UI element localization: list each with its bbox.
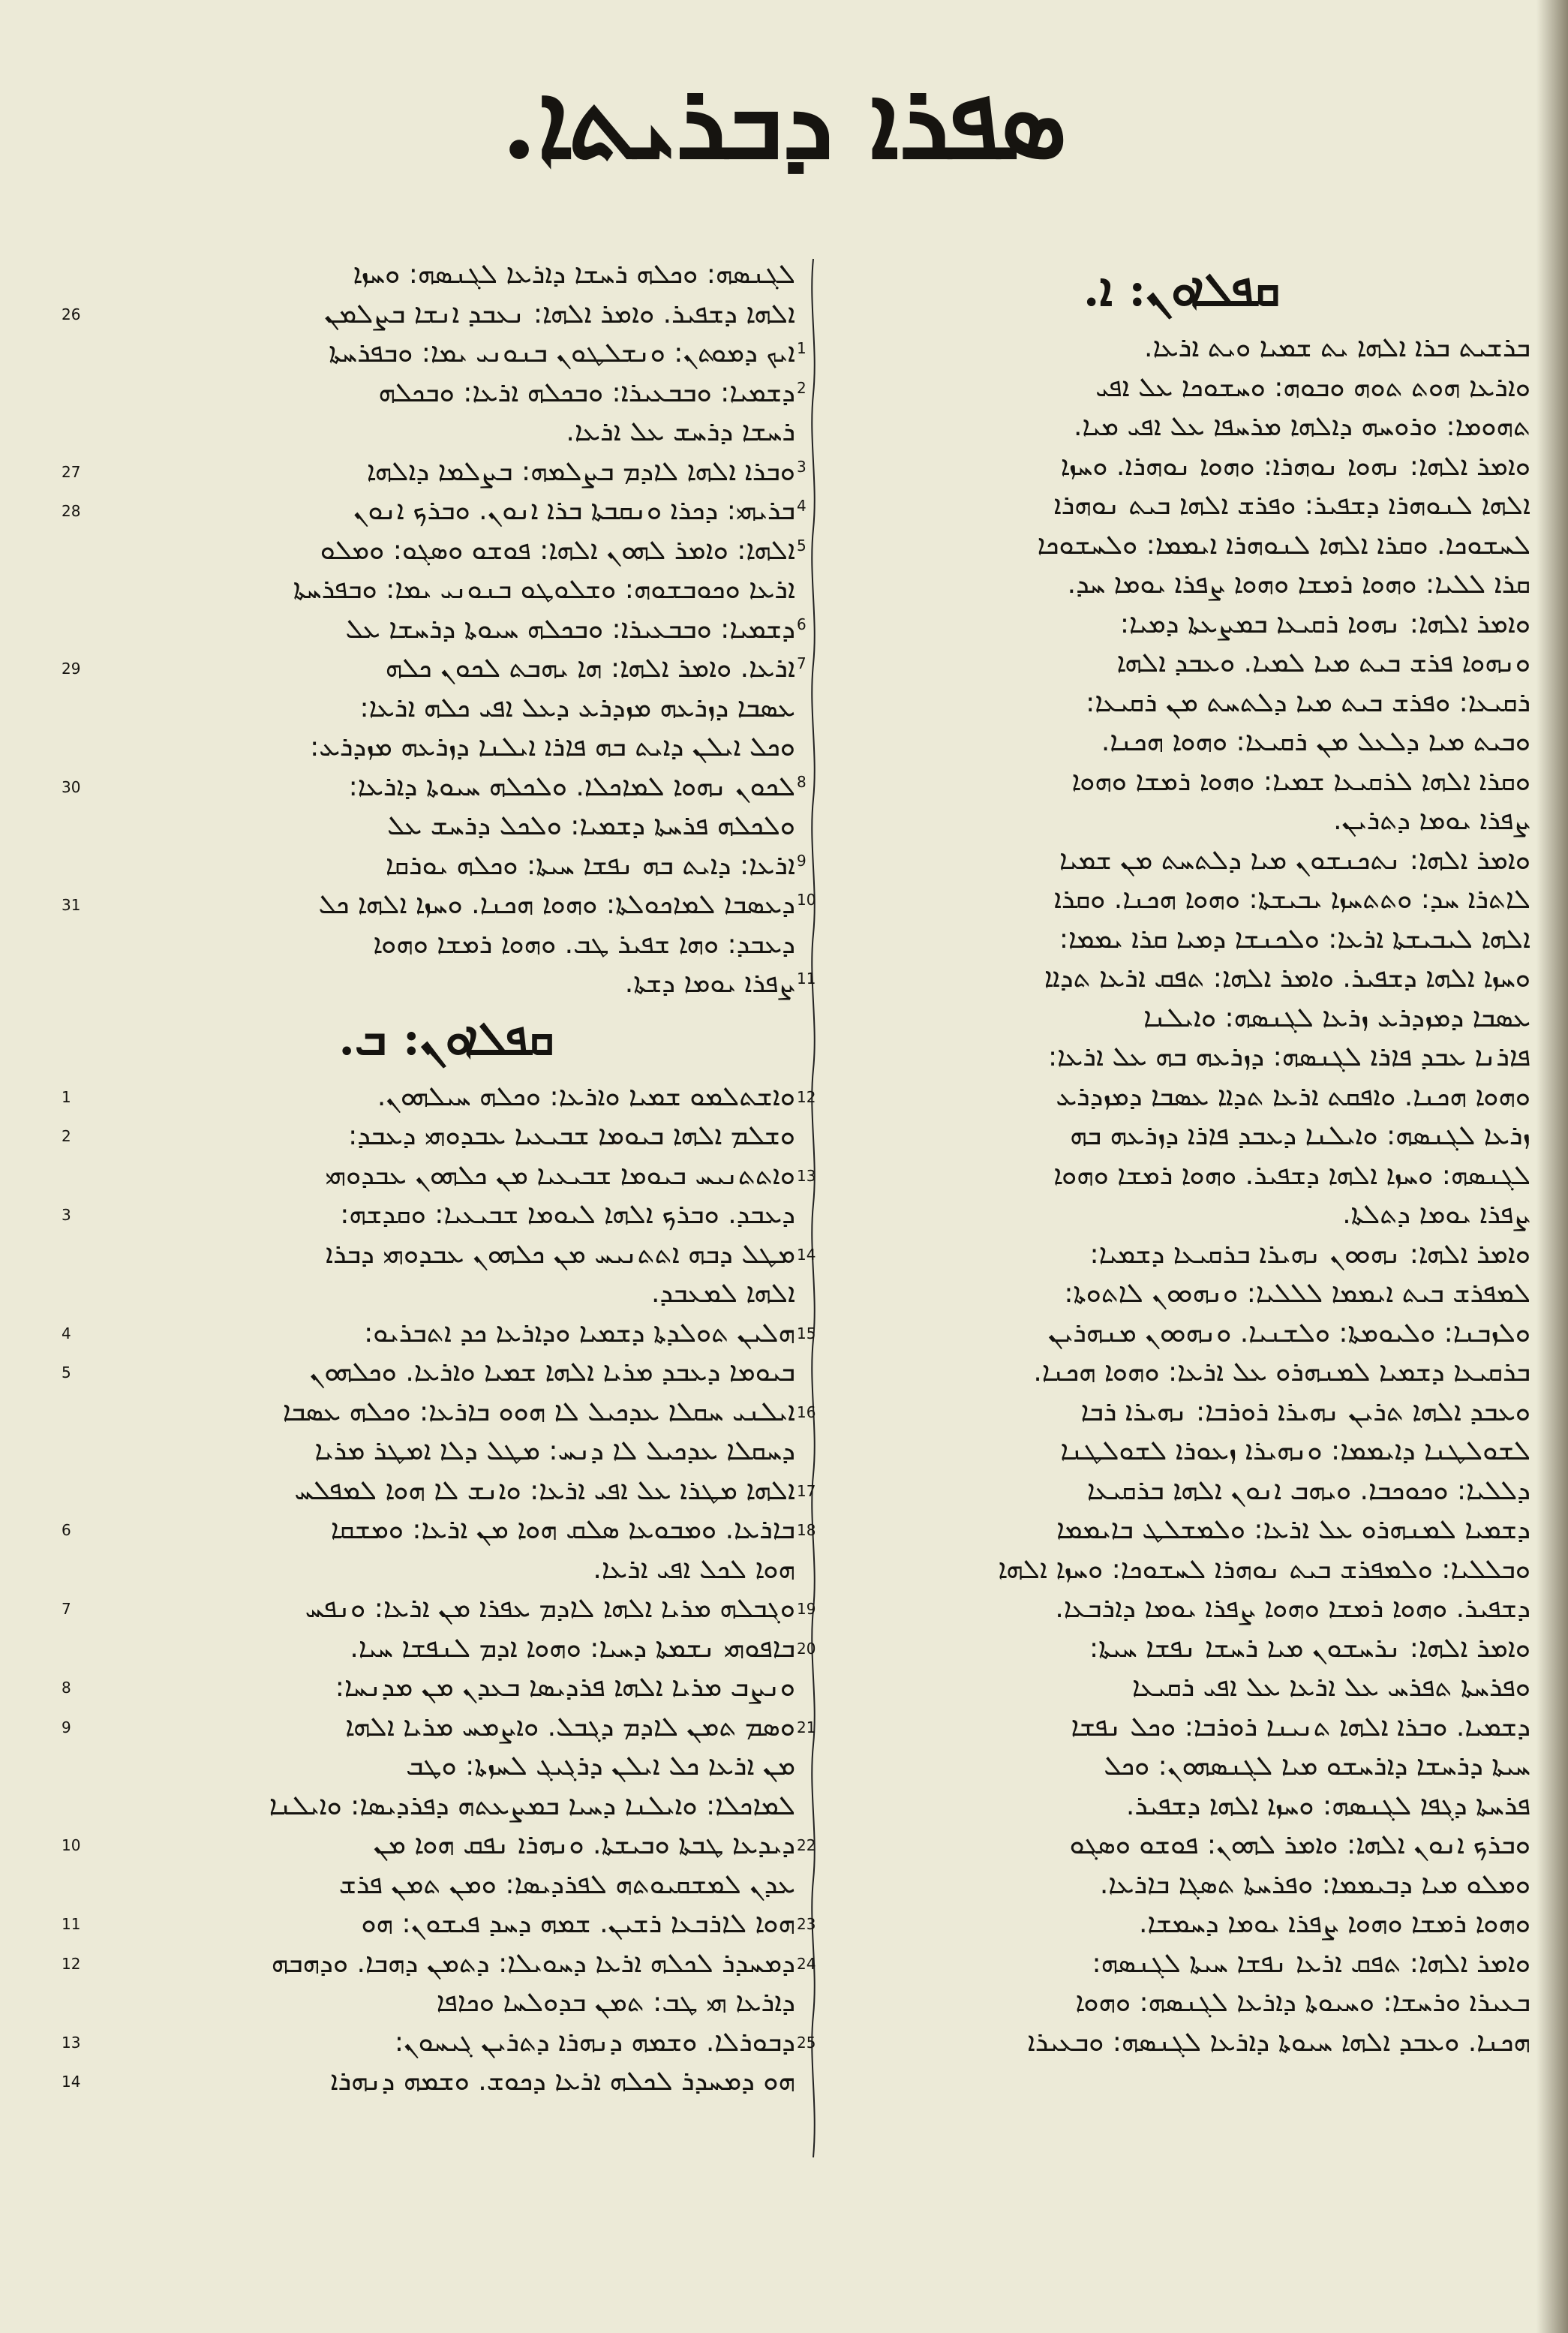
verse-text: ܘܓܒܠܗ ܡܪܝܐ ܐܠܗܐ ܠܐܕܡ ܥܦܪܐ ܡܢ ܐܪܥܐ: ܘܢܦܚ: [305, 1593, 795, 1624]
verse-text: ܕܒܘܪܠܐ. ܘܫܡܗ ܕܢܗܪܐ ܕܬܪܝܢ ܓܝܚܘܢ:: [394, 2026, 795, 2058]
verse-text: ܘܐܡܪ ܐܠܗܐ: ܢܗܘܐ ܢܘܗܪܐ: ܘܗܘܐ ܢܘܗܪܐ. ܘܚܙܐ: [1060, 450, 1530, 482]
verse-line: [98, 1865, 795, 1905]
verse-line: [797, 1078, 1530, 1117]
verse-number: 10: [62, 1836, 81, 1854]
verse-line: [62, 1944, 795, 1984]
verse-line: [62, 1314, 795, 1354]
verse-line: [797, 644, 1530, 684]
verse-text: ܘܟܠ ܐܝܠܢ ܕܐܝܬ ܒܗ ܦܐܪܐ ܐܝܠܢܐ ܕܙܪܥܗ ܡܙܕܪܥ:: [310, 732, 795, 762]
verse-text: ܘܡܠܘ ܡܝܐ ܕܒܝܡܡܐ: ܘܦܪܚܬܐ ܬܣܓܐ ܒܐܪܥܐ.: [1099, 1869, 1530, 1900]
verse-text: ܐܠܗܐ ܠܢܘܗܪܐ ܕܫܦܝܪ: ܘܦܪܫ ܐܠܗܐ ܒܝܬ ܢܘܗܪܐ: [1053, 490, 1530, 521]
verse-line: [62, 452, 795, 492]
verse-line: [797, 447, 1530, 487]
verse-text: ܘܗܘܐ ܪܡܫܐ ܘܗܘܐ ܨܦܪܐ ܝܘܡܐ ܕܚܡܫܐ.: [1138, 1908, 1530, 1939]
verse-line: [98, 1747, 795, 1787]
verse-number: 1: [797, 339, 807, 357]
right-column: [797, 255, 1530, 2062]
verse-text: ܠܓܢܣܗ: ܘܚܙܐ ܐܠܗܐ ܕܫܦܝܪ. ܘܗܘܐ ܪܡܫܐ ܘܗܘܐ: [1053, 1159, 1530, 1191]
verse-line: [98, 846, 795, 886]
verse-line: [98, 374, 795, 413]
verse-text: ܐܠܗܐ ܡܛܪܐ ܥܠ ܐܦܝ ܐܪܥܐ: ܘܐܢܫ ܠܐ ܗܘܐ ܠܡܦܠܚ: [294, 1475, 795, 1506]
verse-text: ܘܥܒܕ ܐܠܗܐ ܬܪܝܢ ܢܗܝܪܐ ܪܘܪܒܐ: ܢܗܝܪܐ ܪܒܐ: [1080, 1396, 1530, 1427]
verse-text: ܕܫܦܝܪ. ܘܗܘܐ ܪܡܫܐ ܘܗܘܐ ܨܦܪܐ ܝܘܡܐ ܕܐܪܒܥܐ.: [1055, 1593, 1530, 1624]
column-divider: [807, 259, 819, 2157]
verse-line: [98, 531, 795, 571]
verse-line: [833, 1353, 1530, 1393]
verse-text: ܘܐܡܪ ܐܠܗܐ: ܢܬܟܢܫܘܢ ܡܝܐ ܕܠܬܚܬ ܡܢ ܫܡܝܐ: [1059, 844, 1530, 876]
verse-text: ܕܫܡܝܐ: ܘܒܒܥܝܪܐ: ܘܒܟܠܗ ܐܪܥܐ: ܘܒܟܠܗ: [378, 377, 795, 408]
verse-text: ܘܒܠܠܝܐ: ܘܠܡܦܪܫ ܒܝܬ ܢܘܗܪܐ ܠܚܫܘܟܐ: ܘܚܙܐ ܐܠܗܐ: [998, 1553, 1530, 1585]
verse-number: 3: [797, 457, 807, 476]
verse-text: ܘܣܡ ܬܡܢ ܠܐܕܡ ܕܓܒܠ. ܘܐܨܡܚ ܡܪܝܐ ܐܠܗܐ: [345, 1711, 795, 1742]
verse-text: ܘܢܗܘܐ ܦܪܫ ܒܝܬ ܡܝܐ ܠܡܝܐ. ܘܥܒܕ ܐܠܗܐ: [1116, 648, 1530, 678]
verse-line: [98, 964, 795, 1004]
verse-text: ܘܒܪܟ ܐܢܘܢ ܐܠܗܐ: ܘܐܡܪ ܠܗܘܢ: ܦܘܫܘ ܘܣܓܘ: [1069, 1829, 1530, 1860]
verse-line: [62, 1905, 795, 1944]
verse-line: [98, 334, 795, 374]
verse-text: ܨܦܪܐ ܝܘܡܐ ܕܫܬܐ.: [624, 968, 795, 999]
verse-text: ܚܝܬܐ ܕܪܚܫܐ ܕܐܪܚܫܘ ܡܝܐ ܠܓܢܣܗܘܢ: ܘܟܠ: [1104, 1751, 1530, 1781]
verse-text: ܐܠܗܐ: ܘܐܡܪ ܠܗܘܢ ܐܠܗܐ: ܦܘܫܘ ܘܣܓܘ: ܘܡܠܘ: [320, 534, 795, 566]
verse-text: ܕܥܣܒܐ ܠܡܐܟܘܠܬܐ: ܘܗܘܐ ܗܟܢܐ. ܘܚܙܐ ܐܠܗܐ ܟܠ: [318, 889, 795, 920]
verse-text: ܠܡܦܪܫ ܒܝܬ ܐܝܡܡܐ ܠܠܠܝܐ: ܘܢܗܘܘܢ ܠܐܬܘܬܐ:: [1064, 1278, 1530, 1309]
verse-number: 23: [797, 1915, 816, 1933]
verse-number: 14: [62, 2073, 81, 2091]
verse-text: ܘܢܨܒ ܡܪܝܐ ܐܠܗܐ ܦܪܕܝܣܐ ܒܥܕܢ ܡܢ ܡܕܢܚܐ:: [335, 1672, 795, 1703]
verse-text: ܘܐܡܪ ܐܠܗܐ: ܢܗܘܐ ܪܩܝܥܐ ܒܡܨܥܬܐ ܕܡܝܐ:: [1119, 608, 1530, 639]
verse-number: 1: [62, 1087, 71, 1106]
verse-number: 10: [797, 891, 816, 909]
verse-number: 22: [797, 1836, 816, 1854]
verse-line: [98, 807, 795, 846]
verse-text: ܨܦܪܐ ܝܘܡܐ ܕܬܠܬܐ.: [1342, 1199, 1530, 1230]
verse-line: [797, 1472, 1530, 1511]
verse-line: [797, 1393, 1530, 1433]
verse-line: [833, 1747, 1530, 1787]
verse-text: ܒܪܝܗܝ: ܕܟܪܐ ܘܢܩܒܬܐ ܒܪܐ ܐܢܘܢ. ܘܒܪܟ ܐܢܘܢ: [353, 495, 795, 526]
verse-line: [62, 1117, 795, 1156]
verse-line: [98, 1432, 795, 1472]
verse-text: ܕܫܡܝܐ. ܘܒܪܐ ܐܠܗܐ ܬܢܝܢܐ ܪܘܪܒܐ: ܘܟܠ ܢܦܫܐ: [1071, 1711, 1530, 1742]
verse-text: ܒܐܪܥܐ. ܘܡܒܘܥܐ ܣܠܩ ܗܘܐ ܡܢ ܐܪܥܐ: ܘܡܫܩܐ: [330, 1514, 795, 1545]
verse-line: [98, 689, 795, 729]
verse-text: ܠܫܘܠܛܢܐ ܕܐܝܡܡܐ: ܘܢܗܝܪܐ ܙܥܘܪܐ ܠܫܘܠܛܢܐ: [1060, 1436, 1530, 1466]
verse-number: 7: [62, 1600, 71, 1618]
verse-line: [797, 762, 1530, 802]
verse-line: [797, 368, 1530, 408]
verse-text: ܕܐܪܥܐ ܗܝ ܛܒ: ܬܡܢ ܒܕܘܠܚܐ ܘܟܐܦܐ: [436, 1987, 795, 2018]
verse-line: [98, 1472, 795, 1511]
verse-number: 15: [797, 1324, 816, 1342]
verse-text: ܕܡܚܕܪ ܠܟܠܗ ܐܪܥܐ ܕܚܘܝܠܐ: ܕܬܡܢ ܕܗܒܐ. ܘܕܗܒܗ: [271, 1947, 795, 1979]
verse-text: ܡܛܠ ܕܒܗ ܐܬܬܢܝܚ ܡܢ ܟܠܗܘܢ ܥܒܕܘܗܝ ܕܒܪܐ: [325, 1238, 795, 1270]
verse-text: ܨܦܪܐ ܝܘܡܐ ܕܬܪܝܢ.: [1333, 805, 1530, 836]
verse-line: [833, 1983, 1530, 2023]
verse-line: [62, 1078, 795, 1117]
verse-text: ܕܫܡܝܐ ܠܡܢܗܪܘ ܥܠ ܐܪܥܐ: ܘܠܡܫܠܛ ܒܐܝܡܡܐ: [1056, 1514, 1530, 1545]
verse-number: 4: [797, 497, 807, 515]
verse-line: [797, 1944, 1530, 1984]
verse-line: [797, 1156, 1530, 1196]
verse-text: ܐܪܥܐ: ܕܐܝܬ ܒܗ ܢܦܫܐ ܚܝܬܐ: ܘܟܠܗ ܝܘܪܩܐ: [385, 849, 795, 881]
verse-text: ܒܪܫܝܬ ܒܪܐ ܐܠܗܐ ܝܬ ܫܡܝܐ ܘܝܬ ܐܪܥܐ.: [1144, 332, 1530, 363]
verse-text: ܗܘ ܕܡܚܕܪ ܠܟܠܗ ܐܪܥܐ ܕܟܘܫ. ܘܫܡܗ ܕܢܗܪܐ: [330, 2066, 795, 2097]
verse-text: ܕܥܒܕ. ܘܒܪܟ ܐܠܗܐ ܠܝܘܡܐ ܫܒܝܥܝܐ: ܘܩܕܫܗ:: [340, 1199, 795, 1230]
verse-line: [797, 2023, 1530, 2063]
verse-line: [98, 1550, 795, 1590]
verse-text: ܕܠܠܝܐ: ܘܟܘܟܒܐ. ܘܝܗܒ ܐܢܘܢ ܐܠܗܐ ܒܪܩܝܥܐ: [1086, 1475, 1530, 1506]
verse-line: [98, 413, 795, 452]
verse-line: [62, 1826, 795, 1865]
verse-line: [797, 1235, 1530, 1275]
verse-text: ܘܐܬܬܢܝܚ ܒܝܘܡܐ ܫܒܝܥܝܐ ܡܢ ܟܠܗܘܢ ܥܒܕܘܗܝ: [325, 1159, 795, 1191]
verse-text: ܘܦܪܚܬܐ ܬܦܪܚ ܥܠ ܐܪܥܐ ܥܠ ܐܦܝ ܪܩܝܥܐ: [1131, 1672, 1530, 1703]
verse-line: [98, 1629, 795, 1669]
verse-number: 25: [797, 2033, 816, 2052]
verse-line: [797, 880, 1530, 920]
verse-text: ܕܫܡܝܐ: ܘܒܒܥܝܪܐ: ܘܒܟܠܗ ܚܝܘܬܐ ܕܪܚܫܐ ܥܠ: [345, 613, 795, 645]
verse-number: 17: [797, 1481, 816, 1500]
left-column: [62, 255, 795, 2102]
verse-line: [62, 1353, 795, 1393]
verse-text: ܪܩܝܥܐ: ܘܦܪܫ ܒܝܬ ܡܝܐ ܕܠܬܚܬ ܡܢ ܪܩܝܥܐ:: [1086, 687, 1530, 718]
page-edge-shadow: [1536, 0, 1568, 2333]
verse-line: [833, 407, 1530, 447]
verse-text: ܦܐܪܢܐ ܥܒܕ ܦܐܪܐ ܠܓܢܣܗ: ܕܙܪܥܗ ܒܗ ܥܠ ܐܪܥܐ:: [1047, 1042, 1530, 1072]
verse-text: ܐܪܥܐ ܘܟܘܒܫܘܗ: ܘܫܠܘܛܘ ܒܢܘܢܝ ܝܡܐ: ܘܒܦܪܚܬܐ: [293, 574, 795, 605]
verse-line: [98, 925, 795, 965]
verse-number: 19: [797, 1600, 816, 1618]
verse-line: [833, 565, 1530, 605]
verse-text: ܐܠܗܐ ܠܡܥܒܕ.: [650, 1278, 795, 1309]
verse-line: [797, 1589, 1530, 1629]
verse-line: [98, 570, 795, 610]
verse-text: ܘܒܝܬ ܡܝܐ ܕܠܥܠ ܡܢ ܪܩܝܥܐ: ܘܗܘܐ ܗܟܢܐ.: [1101, 726, 1530, 757]
verse-number: 16: [797, 1403, 816, 1421]
verse-line: [62, 649, 795, 689]
verse-line: [833, 1787, 1530, 1826]
verse-line: [833, 1432, 1530, 1472]
verse-text: ܡܢ ܐܪܥܐ ܟܠ ܐܝܠܢ ܕܪܓܝܓ ܠܚܙܬܐ: ܘܛܒ: [406, 1751, 795, 1781]
verse-number: 5: [797, 536, 807, 555]
verse-number: 9: [62, 1718, 71, 1736]
verse-number: 18: [797, 1521, 816, 1539]
verse-number: 9: [797, 851, 807, 870]
verse-text: ܒܝܘܡܐ ܕܥܒܕ ܡܪܝܐ ܐܠܗܐ ܫܡܝܐ ܘܐܪܥܐ. ܘܟܠܗܘܢ: [309, 1357, 795, 1387]
verse-text: ܘܫܠܡ ܐܠܗܐ ܒܝܘܡܐ ܫܒܝܥܝܐ ܥܒܕܘܗܝ ܕܥܒܕ:: [348, 1120, 795, 1151]
verse-line: [833, 1865, 1530, 1905]
verse-text: ܐܪܥܐ. ܘܐܡܪ ܐܠܗܐ: ܗܐ ܝܗܒܬ ܠܟܘܢ ܟܠܗ: [385, 653, 795, 684]
verse-line: [833, 684, 1530, 723]
verse-text: ܘܐܡܪ ܐܠܗܐ: ܢܪܚܫܘܢ ܡܝܐ ܪܚܫܐ ܢܦܫܐ ܚܝܬܐ:: [1089, 1632, 1530, 1664]
verse-text: ܒܐܦܘܗܝ ܢܫܡܬܐ ܕܚܝܐ: ܘܗܘܐ ܐܕܡ ܠܢܦܫܐ ܚܝܐ.: [350, 1632, 795, 1664]
verse-line: [797, 959, 1530, 999]
verse-line: [833, 723, 1530, 762]
verse-number: 6: [62, 1521, 71, 1539]
verse-line: [797, 1826, 1530, 1865]
verse-text: ܠܡܐܟܠܐ: ܘܐܝܠܢܐ ܕܚܝܐ ܒܡܨܥܬܗ ܕܦܪܕܝܣܐ: ܘܐܝܠܢܐ: [269, 1790, 795, 1821]
verse-text: ܠܐܬܪܐ ܚܕ: ܘܬܬܚܙܐ ܝܒܝܫܬܐ: ܘܗܘܐ ܗܟܢܐ. ܘܩܪܐ: [1053, 884, 1530, 915]
verse-number: 30: [62, 777, 81, 796]
verse-text: ܕܥܒܕ: ܘܗܐ ܫܦܝܪ ܛܒ. ܘܗܘܐ ܪܡܫܐ ܘܗܘܐ: [373, 928, 795, 960]
verse-number: 8: [62, 1679, 71, 1697]
verse-line: [797, 605, 1530, 645]
verse-number: 26: [62, 305, 81, 323]
verse-line: [797, 1905, 1530, 1944]
verse-text: ܘܠܟܠܗ ܦܪܚܬܐ ܕܫܡܝܐ: ܘܠܟܠ ܕܪܚܫ ܥܠ: [387, 810, 795, 841]
verse-number: 11: [797, 970, 816, 988]
verse-number: 31: [62, 896, 81, 914]
verse-number: 14: [797, 1245, 816, 1264]
verse-line: [833, 1274, 1530, 1314]
verse-number: 13: [797, 1166, 816, 1185]
verse-line: [62, 1589, 795, 1629]
verse-text: ܬܗܘܡܐ: ܘܪܘܚܗ ܕܐܠܗܐ ܡܪܚܦܐ ܥܠ ܐܦܝ ܡܝܐ.: [1073, 411, 1530, 442]
verse-line: [62, 492, 795, 531]
verse-number: 7: [797, 654, 807, 672]
verse-text: ܐܝܟ ܕܡܘܬܢ: ܘܢܫܠܛܘܢ ܒܢܘܢܝ ܝܡܐ: ܘܒܦܪܚܬܐ: [329, 338, 795, 368]
verse-text: ܒܪܩܝܥܐ ܕܫܡܝܐ ܠܡܢܗܪܘ ܥܠ ܐܪܥܐ: ܘܗܘܐ ܗܟܢܐ.: [1033, 1357, 1530, 1387]
verse-line: [98, 1156, 795, 1196]
verse-line: [62, 2023, 795, 2063]
verse-number: 2: [797, 378, 807, 397]
verse-text: ܗܠܝܢ ܬܘܠܕܬܐ ܕܫܡܝܐ ܘܕܐܪܥܐ ܟܕ ܐܬܒܪܝܘ:: [364, 1317, 795, 1348]
verse-text: ܘܠܙܒܢܐ: ܘܠܝܘܡܬܐ: ܘܠܫܢܝܐ. ܘܢܗܘܘܢ ܡܢܗܪܝܢ: [1048, 1317, 1530, 1348]
verse-number: 3: [62, 1206, 71, 1224]
verse-text: ܩܪܐ ܠܠܝܐ: ܘܗܘܐ ܪܡܫܐ ܘܗܘܐ ܨܦܪܐ ܝܘܡܐ ܚܕ.: [1067, 569, 1530, 600]
verse-line: [62, 1708, 795, 1748]
chapter-heading: ܩܦܠܐܘܢ: ܐ.: [1083, 262, 1281, 317]
verse-number: 27: [62, 462, 81, 481]
verse-list: [62, 255, 795, 2102]
verse-line: [797, 329, 1530, 368]
verse-line: [62, 295, 795, 335]
verse-line: [62, 1195, 795, 1235]
verse-number: 12: [62, 1954, 81, 1973]
verse-line: [833, 1668, 1530, 1708]
verse-text: ܥܕܢ ܠܡܫܩܝܘܬܗ ܠܦܪܕܝܣܐ: ܘܡܢ ܬܡܢ ܦܪܫ: [338, 1869, 795, 1900]
verse-text: ܙܪܥܐ ܠܓܢܣܗ: ܘܐܝܠܢܐ ܕܥܒܕ ܦܐܪܐ ܕܙܪܥܗ ܒܗ: [1070, 1120, 1530, 1151]
verse-number: 24: [797, 1954, 816, 1973]
verse-number: 6: [797, 615, 807, 633]
verse-text: ܗܟܢܐ. ܘܥܒܕ ܐܠܗܐ ܚܝܘܬܐ ܕܐܪܥܐ ܠܓܢܣܗ: ܘܒܥܝܪܐ: [1027, 2026, 1530, 2058]
verse-text: ܥܣܒܐ ܕܡܙܕܪܥ ܙܪܥܐ ܠܓܢܣܗ: ܘܐܝܠܢܐ: [1143, 1002, 1530, 1033]
verse-line: [62, 768, 795, 807]
verse-text: ܗܘܐ ܠܟܠ ܐܦܝ ܐܪܥܐ.: [593, 1553, 795, 1585]
verse-text: ܗܘܐ ܠܐܪܒܥܐ ܪܫܝܢ. ܫܡܗ ܕܚܕ ܦܝܫܘܢ: ܗܘ: [361, 1908, 795, 1939]
verse-text: ܐܠܗܐ ܕܫܦܝܪ. ܘܐܡܪ ܐܠܗܐ: ܢܥܒܕ ܐܢܫܐ ܒܨܠܡܢ: [324, 298, 795, 329]
chapter-heading: ܩܦܠܐܘܢ: ܒ.: [338, 1010, 554, 1066]
verse-list: [797, 329, 1530, 2062]
verse-text: ܕܚܩܠܐ ܥܕܟܝܠ ܠܐ ܕܢܚ: ܡܛܠ ܕܠܐ ܐܡܛܪ ܡܪܝܐ: [314, 1436, 795, 1466]
verse-number: 11: [62, 1915, 81, 1933]
verse-number: 21: [797, 1718, 816, 1736]
verse-line: [62, 1668, 795, 1708]
verse-line: [98, 728, 795, 768]
verse-line: [98, 1983, 795, 2023]
verse-text: ܘܗܘܐ ܗܟܢܐ. ܘܐܦܩܬ ܐܪܥܐ ܬܕܐܐ ܥܣܒܐ ܕܡܙܕܪܥ: [1056, 1081, 1530, 1112]
page-title: ܣܦܪܐ ܕܒܪܝܬܐ.: [501, 60, 1067, 182]
verse-line: [797, 1708, 1530, 1748]
verse-line: [98, 1274, 795, 1314]
verse-line: [797, 1511, 1530, 1550]
verse-text: ܘܐܡܪ ܐܠܗܐ: ܬܦܩ ܐܪܥܐ ܢܦܫܐ ܚܝܬܐ ܠܓܢܣܗ:: [1092, 1947, 1530, 1979]
verse-line: [797, 526, 1530, 566]
verse-number: 5: [62, 1363, 71, 1381]
verse-text: ܠܚܫܘܟܐ. ܘܩܪܐ ܐܠܗܐ ܠܢܘܗܪܐ ܐܝܡܡܐ: ܘܠܚܫܘܟܐ: [1037, 529, 1530, 561]
verse-text: ܘܩܪܐ ܐܠܗܐ ܠܪܩܝܥܐ ܫܡܝܐ: ܘܗܘܐ ܪܡܫܐ ܘܗܘܐ: [1071, 765, 1530, 797]
verse-line: [98, 610, 795, 650]
verse-line: [833, 920, 1530, 960]
verse-text: ܪܚܫܐ ܕܪܚܫ ܥܠ ܐܪܥܐ.: [566, 416, 795, 447]
verse-line: [62, 2062, 795, 2102]
verse-text: ܘܒܪܐ ܐܠܗܐ ܠܐܕܡ ܒܨܠܡܗ: ܒܨܠܡܐ ܕܐܠܗܐ: [366, 455, 795, 487]
verse-line: [797, 1629, 1530, 1669]
verse-line: [797, 486, 1530, 526]
verse-number: 12: [797, 1087, 816, 1106]
verse-line: [62, 1511, 795, 1550]
verse-line: [833, 1117, 1530, 1156]
verse-line: [833, 801, 1530, 841]
verse-line: [833, 1195, 1530, 1235]
verse-line: [797, 841, 1530, 881]
verse-line: [98, 255, 795, 295]
verse-line: [98, 1787, 795, 1826]
verse-line: [833, 999, 1530, 1039]
verse-line: [833, 1038, 1530, 1078]
verse-line: [98, 1235, 795, 1275]
verse-text: ܘܚܙܐ ܐܠܗܐ ܕܫܦܝܪ. ܘܐܡܪ ܐܠܗܐ: ܬܦܩ ܐܪܥܐ ܬܕܐܐ: [1044, 963, 1530, 994]
verse-number: 28: [62, 502, 81, 520]
verse-number: 2: [62, 1127, 71, 1145]
verse-text: ܠܓܢܣܗ: ܘܟܠܗ ܪܚܫܐ ܕܐܪܥܐ ܠܓܢܣܗ: ܘܚܙܐ: [353, 259, 795, 290]
verse-text: ܦܪܚܬܐ ܕܓܦܐ ܠܓܢܣܗ: ܘܚܙܐ ܐܠܗܐ ܕܫܦܝܪ.: [1125, 1790, 1530, 1821]
verse-number: 29: [62, 660, 81, 678]
verse-text: ܠܟܘܢ ܢܗܘܐ ܠܡܐܟܠܐ. ܘܠܟܠܗ ܚܝܘܬܐ ܕܐܪܥܐ:: [348, 771, 795, 802]
verse-text: ܒܥܝܪܐ ܘܪܚܫܐ: ܘܚܝܘܬܐ ܕܐܪܥܐ ܠܓܢܣܗ: ܘܗܘܐ: [1075, 1987, 1530, 2018]
verse-line: [797, 1314, 1530, 1354]
verse-number: 13: [62, 2033, 81, 2052]
verse-number: 8: [797, 772, 807, 791]
verse-line: [62, 885, 795, 925]
verse-number: 20: [797, 1639, 816, 1658]
verse-text: ܘܐܪܥܐ ܗܘܬ ܬܘܗ ܘܒܘܗ: ܘܚܫܘܟܐ ܥܠ ܐܦܝ: [1095, 371, 1530, 403]
verse-line: [98, 1393, 795, 1433]
verse-text: ܐܝܠܢܝ ܚܩܠܐ ܥܕܟܝܠ ܠܐ ܗܘܘ ܒܐܪܥܐ: ܘܟܠܗ ܥܣܒܐ: [282, 1396, 795, 1427]
verse-text: ܘܐܫܬܠܡܘ ܫܡܝܐ ܘܐܪܥܐ: ܘܟܠܗ ܚܝܠܗܘܢ.: [377, 1081, 795, 1112]
verse-number: 4: [62, 1324, 71, 1342]
verse-text: ܐܠܗܐ ܠܝܒܝܫܬܐ ܐܪܥܐ: ܘܠܟܢܫܐ ܕܡܝܐ ܩܪܐ ܝܡܡܐ:: [1059, 923, 1530, 955]
verse-text: ܥܣܒܐ ܕܙܪܥܗ ܡܙܕܪܥ ܕܥܠ ܐܦܝ ܟܠܗ ܐܪܥܐ:: [359, 692, 795, 723]
verse-line: [833, 1550, 1530, 1590]
verse-text: ܘܐܡܪ ܐܠܗܐ: ܢܗܘܘܢ ܢܗܝܪܐ ܒܪܩܝܥܐ ܕܫܡܝܐ:: [1089, 1238, 1530, 1270]
verse-text: ܕܝܕܥܐ ܛܒܬܐ ܘܒܝܫܬܐ. ܘܢܗܪܐ ܢܦܩ ܗܘܐ ܡܢ: [373, 1829, 795, 1860]
